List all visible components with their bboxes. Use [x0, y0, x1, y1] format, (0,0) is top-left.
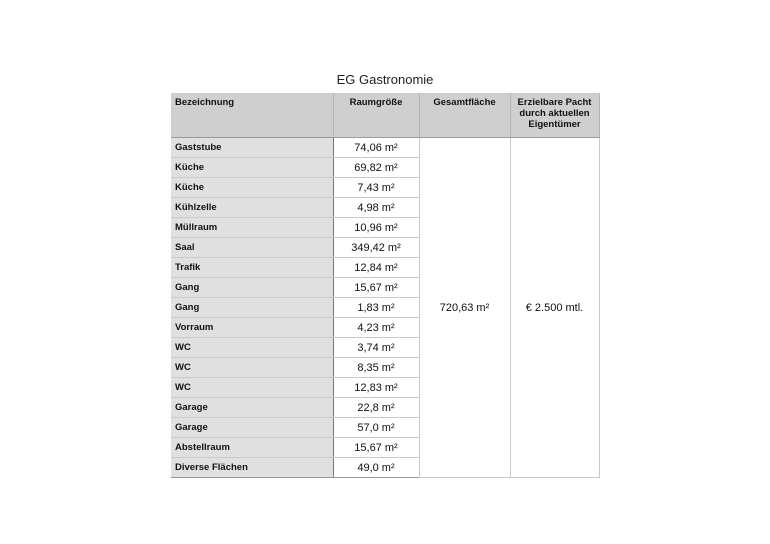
room-name-cell: Vorraum [171, 318, 333, 338]
room-name-cell: Garage [171, 398, 333, 418]
room-size-cell: 15,67 m² [333, 438, 419, 458]
room-size-cell: 349,42 m² [333, 238, 419, 258]
room-name-cell: WC [171, 338, 333, 358]
room-size-cell: 74,06 m² [333, 138, 419, 158]
room-name-cell: Küche [171, 178, 333, 198]
header-bezeichnung: Bezeichnung [171, 93, 333, 138]
room-size-cell: 3,74 m² [333, 338, 419, 358]
table-body [171, 138, 599, 478]
table-header-row [171, 93, 599, 138]
room-size-cell: 69,82 m² [333, 158, 419, 178]
room-size-cell: 4,23 m² [333, 318, 419, 338]
header-erzielbare-pacht: Erzielbare Pacht durch aktuellen Eigentümer [510, 93, 599, 138]
total-area-cell: 720,63 m² [419, 138, 510, 478]
room-name-cell: WC [171, 358, 333, 378]
room-name-cell: WC [171, 378, 333, 398]
room-name-cell: Gang [171, 278, 333, 298]
room-name-cell: Küche [171, 158, 333, 178]
header-raumgroesse: Raumgröße [333, 93, 419, 138]
table-row [171, 138, 599, 158]
room-size-cell: 49,0 m² [333, 458, 419, 478]
room-size-cell: 15,67 m² [333, 278, 419, 298]
room-size-cell: 22,8 m² [333, 398, 419, 418]
room-size-cell: 57,0 m² [333, 418, 419, 438]
room-table [171, 93, 600, 478]
room-name-cell: Garage [171, 418, 333, 438]
header-gesamtflaeche: Gesamtfläche [419, 93, 510, 138]
room-size-cell: 4,98 m² [333, 198, 419, 218]
room-name-cell: Müllraum [171, 218, 333, 238]
room-name-cell: Kühlzelle [171, 198, 333, 218]
room-size-cell: 12,84 m² [333, 258, 419, 278]
room-size-cell: 1,83 m² [333, 298, 419, 318]
room-name-cell: Trafik [171, 258, 333, 278]
room-size-cell: 8,35 m² [333, 358, 419, 378]
document-title: EG Gastronomie [336, 72, 434, 87]
room-size-cell: 7,43 m² [333, 178, 419, 198]
room-name-cell: Saal [171, 238, 333, 258]
room-name-cell: Diverse Flächen [171, 458, 333, 478]
room-name-cell: Gang [171, 298, 333, 318]
room-name-cell: Abstellraum [171, 438, 333, 458]
room-name-cell: Gaststube [171, 138, 333, 158]
room-size-cell: 12,83 m² [333, 378, 419, 398]
room-size-cell: 10,96 m² [333, 218, 419, 238]
rent-cell: € 2.500 mtl. [510, 138, 599, 478]
